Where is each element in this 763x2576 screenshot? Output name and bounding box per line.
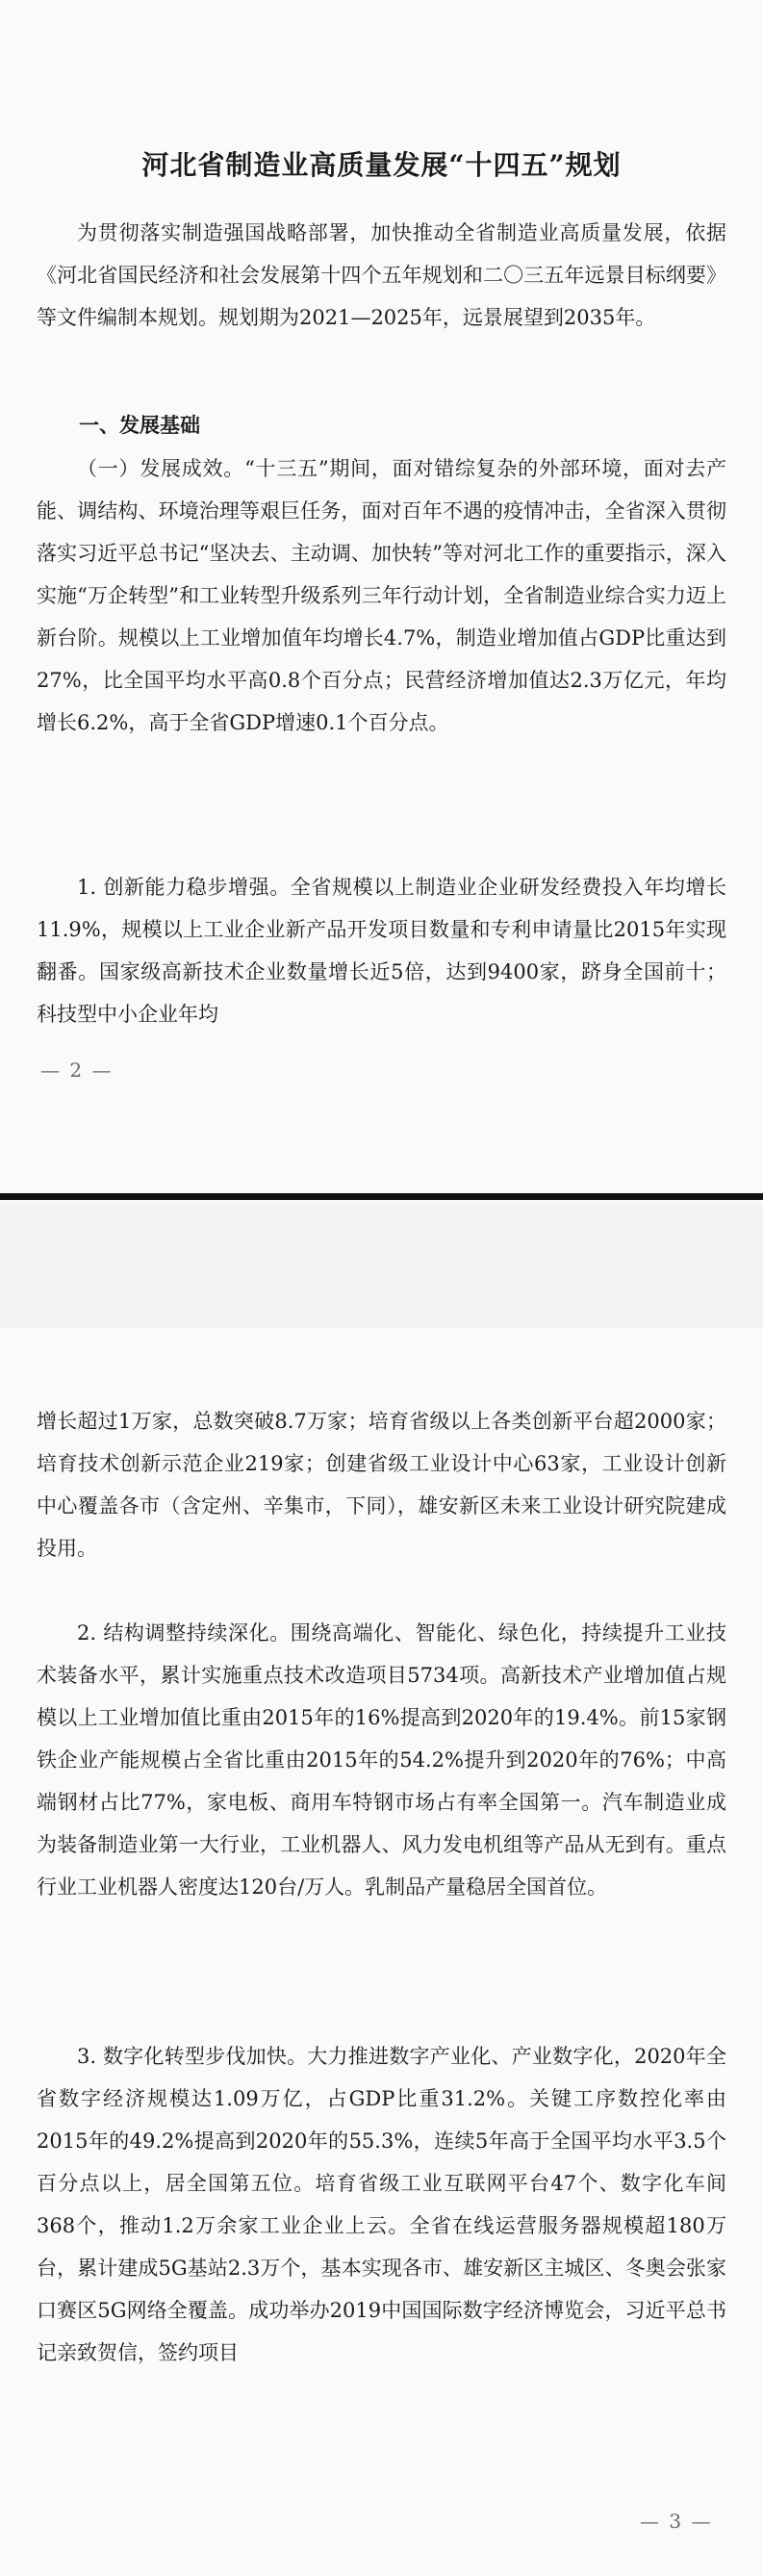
digital-paragraph: 3. 数字化转型步伐加快。大力推进数字产业化、产业数字化，2020年全省数字经济规模达1.09万亿，占GDP比重31.2%。关键工序数控化率由2015年的49.2%提高到2020年的55.3%，连续5年高于全国平均水平3.5个百分点以上，居全国第五位。培育省级工业互联网平台47个、数字化车间368个，推动1.2万余家工业企业上云。全省在线运营服务器规模超180万台，累计建成5G基站2.3万个，基本实现各市、雄安新区主城区、冬奥会张家口赛区5G网络全覆盖。成功举办2019中国国际数字经济博览会，习近平总书记亲致贺信，签约项目 <box>37 2045 726 2364</box>
document-page-3 <box>0 1328 763 2576</box>
document-page-2 <box>0 0 763 1203</box>
document-title: 河北省制造业高质量发展“十四五”规划 <box>141 149 622 181</box>
intro-paragraph: 为贯彻落实制造强国战略部署，加快推动全省制造业高质量发展，依据《河北省国民经济和社会发展第十四个五年规划和二〇三五年远景目标纲要》等文件编制本规划。规划期为2021—2025年，远景展望到2035年。 <box>37 221 726 329</box>
page-number: — 3 — <box>640 2510 713 2533</box>
structure-paragraph: 2. 结构调整持续深化。围绕高端化、智能化、绿色化，持续提升工业技术装备水平，累计实施重点技术改造项目5734项。高新技术产业增加值占规模以上工业增加值比重由2015年的16%提高到2020年的19.4%。前15家钢铁企业产能规模占全省比重由2015年的54.2%提升到2020年的76%；中高端钢材占比77%，家电板、商用车特钢市场占有率全国第一。汽车制造业成为装备制造业第一大行业，工业机器人、风力发电机组等产品从无到有。重点行业工业机器人密度达120台/万人。乳制品产量稳居全国首位。 <box>37 1621 726 1899</box>
innovation-paragraph-continued: 增长超过1万家，总数突破8.7万家；培育省级以上各类创新平台超2000家；培育技术创新示范企业219家；创建省级工业设计中心63家，工业设计创新中心覆盖各市（含定州、辛集市，下同），雄安新区未来工业设计研究院建成投用。 <box>37 1410 726 1560</box>
section-heading: 一、发展基础 <box>79 414 200 437</box>
achievement-paragraph: （一）发展成效。“十三五”期间，面对错综复杂的外部环境，面对去产能、调结构、环境治理等艰巨任务，面对百年不遇的疫情冲击，全省深入贯彻落实习近平总书记“坚决去、主动调、加快转”等对河北工作的重要指示，深入实施“万企转型”和工业转型升级系列三年行动计划，全省制造业综合实力迈上新台阶。规模以上工业增加值年均增长4.7%，制造业增加值占GDP比重达到27%，比全国平均水平高0.8个百分点；民营经济增加值达2.3万亿元，年均增长6.2%，高于全省GDP增速0.1个百分点。 <box>37 457 726 734</box>
page-gap <box>0 1203 763 1328</box>
page-number: — 2 — <box>40 1058 114 1082</box>
innovation-paragraph: 1. 创新能力稳步增强。全省规模以上制造业企业研发经费投入年均增长11.9%，规模以上工业企业新产品开发项目数量和专利申请量比2015年实现翻番。国家级高新技术企业数量增长近5倍，达到9400家，跻身全国前十；科技型中小企业年均 <box>37 876 726 1026</box>
scan-edge-line <box>0 1193 763 1200</box>
